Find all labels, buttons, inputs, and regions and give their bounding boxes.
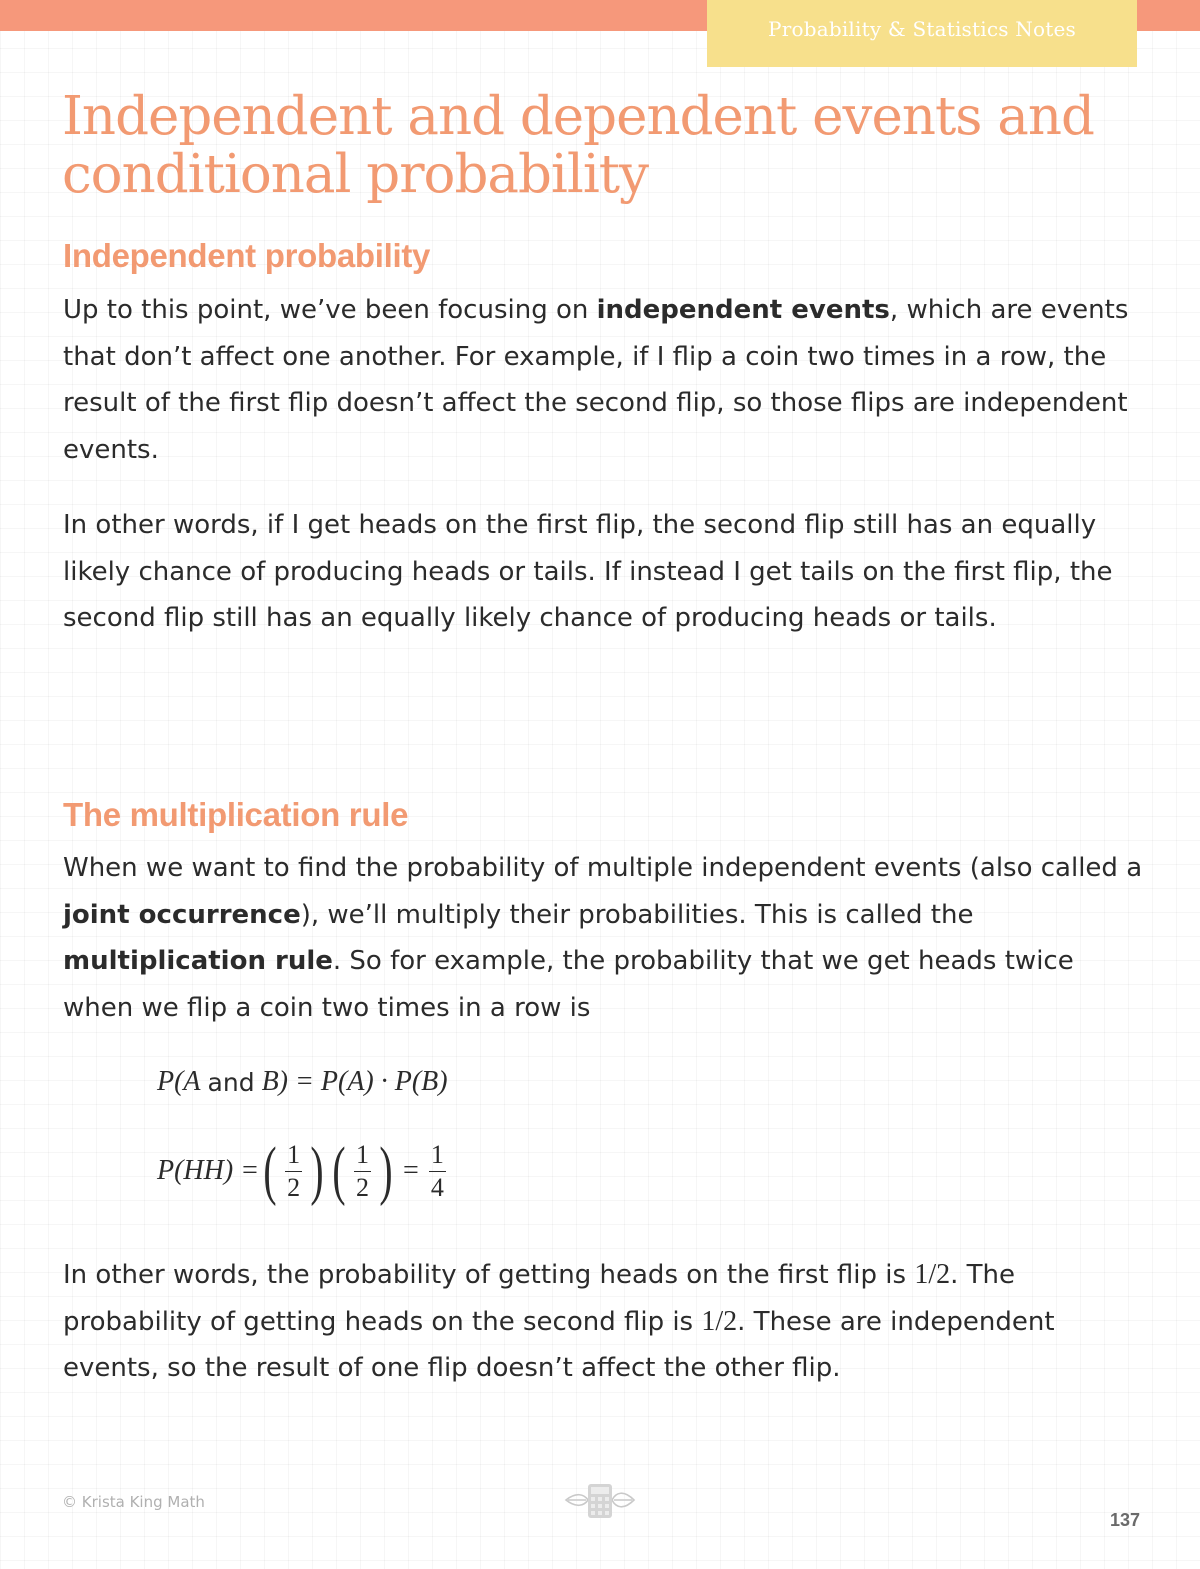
fraction-numerator: 1: [287, 1139, 301, 1169]
fraction-denominator: 2: [287, 1172, 301, 1202]
open-paren: (: [332, 1134, 346, 1207]
inline-math-half: 1/2: [914, 1259, 951, 1290]
equals-sign: =: [403, 1155, 419, 1186]
bold-term-joint-occurrence: joint occurrence: [63, 899, 301, 930]
formula-and-word: and: [207, 1067, 255, 1097]
paragraph-independent-events: [63, 287, 1143, 474]
fraction-result: [429, 1139, 446, 1202]
header-tab: [707, 0, 1137, 67]
page-title-line1: Independent and dependent events and: [62, 86, 1094, 147]
formula-part: P(A: [157, 1066, 201, 1097]
fraction-denominator: 4: [430, 1172, 444, 1202]
text-run: . So for example, the probability that we get heads twice when we flip a coin two times in a row is: [63, 946, 1074, 1024]
section-heading-multiplication-rule: The multiplication rule: [63, 796, 409, 833]
paragraph-in-other-words-half: [63, 1252, 1143, 1392]
bold-term-independent-events: independent events: [596, 295, 890, 325]
text-run: ), we’ll multiply their probabilities. This is called the: [300, 899, 974, 930]
calculator-leaves-icon: [562, 1476, 638, 1524]
text-run: . The probability of getting heads on the second flip is: [63, 1260, 1015, 1337]
text-run: Up to this point, we’ve been focusing on: [63, 295, 597, 325]
paragraph-multiplication-rule: [63, 845, 1143, 1032]
fraction-denominator: 2: [356, 1172, 370, 1202]
header-tab-label: Probability & Statistics Notes: [768, 16, 1076, 41]
bold-term-multiplication-rule: multiplication rule: [63, 946, 333, 977]
paragraph-other-words: In other words, if I get heads on the first flip, the second flip still has an equally likely chance of producing heads or tails. If instead I get tails on the first flip, the second flip still has an equally likely chance of producing heads or tails.: [63, 510, 1113, 634]
close-paren: ): [379, 1134, 393, 1207]
section-heading-independent: Independent probability: [63, 237, 431, 274]
text-run: In other words, the probability of getting heads on the first flip is: [63, 1260, 915, 1290]
page-number: 137: [1109, 1510, 1140, 1530]
page-title: [62, 88, 1162, 204]
text-run: , which are events that don’t affect one another. For example, if I flip a coin two times in a row, the result of the first flip doesn’t affect the second flip, so those flips are independent events.: [63, 295, 1129, 466]
formula-lhs: P(HH) =: [157, 1155, 260, 1186]
fraction-numerator: 1: [356, 1139, 370, 1169]
formula-multiplication-rule: [157, 1066, 448, 1098]
close-paren: ): [310, 1134, 324, 1207]
formula-part: B) = P(A) · P(B): [261, 1066, 448, 1097]
fraction-numerator: 1: [430, 1139, 444, 1169]
text-run: . These are independent events, so the result of one flip doesn’t affect the other flip.: [63, 1306, 1055, 1384]
inline-math-half: 1/2: [701, 1305, 738, 1337]
open-paren: (: [263, 1134, 277, 1207]
text-run: When we want to find the probability of multiple independent events (also called a: [63, 853, 1143, 883]
fraction-second: [354, 1139, 371, 1202]
footer-copyright: © Krista King Math: [62, 1493, 205, 1511]
formula-hh-probability: [157, 1134, 450, 1207]
fraction-first: [285, 1139, 302, 1202]
page-title-line2: conditional probability: [62, 144, 649, 205]
